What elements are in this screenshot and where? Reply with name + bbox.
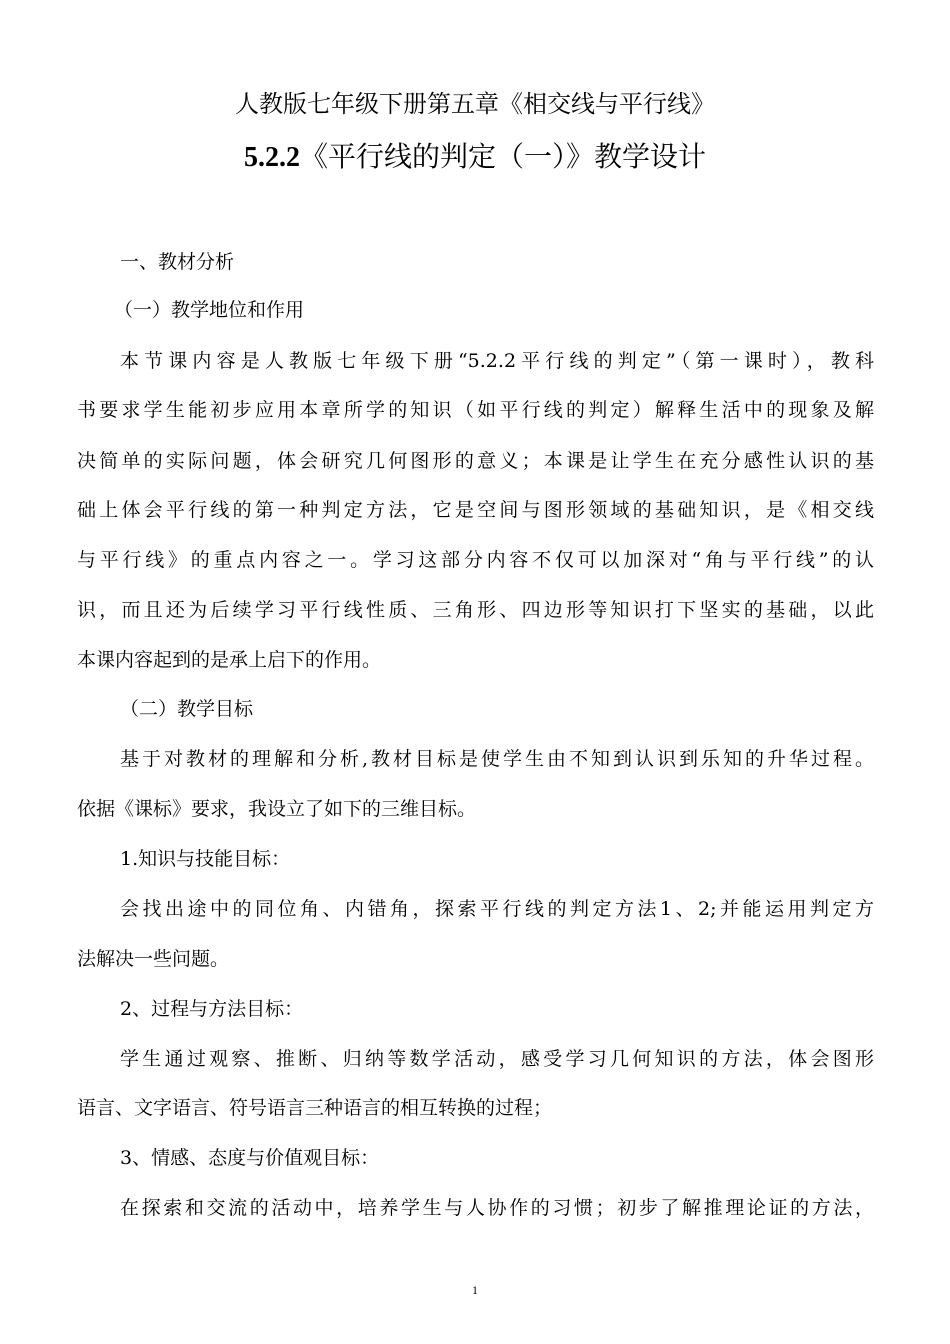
paragraph-line: 本课内容起到的是承上启下的作用。 <box>77 649 382 671</box>
paragraph-line: 会找出途中的同位角、内错角，探索平行线的判定方法1、2;并能运用判定方 <box>120 898 874 920</box>
document-title-text: 《平行线的判定（一）》教学设计 <box>299 140 706 173</box>
document-title <box>0 137 950 178</box>
subsection-heading: （一）教学地位和作用 <box>114 299 305 321</box>
paragraph-line: 识，而且还为后续学习平行线性质、三角形、四边形等知识打下坚实的基础，以此 <box>77 599 874 621</box>
goal-heading: 1.知识与技能目标： <box>120 848 291 870</box>
paragraph-line: 在探索和交流的活动中，培养学生与人协作的习惯；初步了解推理论证的方法， <box>120 1197 874 1219</box>
paragraph-line: 决简单的实际问题，体会研究几何图形的意义；本课是让学生在充分感性认识的基 <box>77 450 874 472</box>
goal-heading: 3、情感、态度与价值观目标： <box>120 1147 380 1169</box>
document-subtitle: 人教版七年级下册第五章《相交线与平行线》 <box>235 90 715 118</box>
paragraph-line: 学生通过观察、推断、归纳等数学活动，感受学习几何知识的方法，体会图形 <box>120 1048 874 1070</box>
paragraph-line: 法解决一些问题。 <box>77 948 230 970</box>
paragraph-line: 基于对教材的理解和分析,教材目标是使学生由不知到认识到乐知的升华过程。 <box>120 748 874 770</box>
paragraph-line: 语言、文字语言、符号语言三种语言的相互转换的过程； <box>77 1097 553 1119</box>
page-number: 1 <box>472 1283 478 1297</box>
paragraph-line: 书要求学生能初步应用本章所学的知识（如平行线的判定）解释生活中的现象及解 <box>77 399 874 421</box>
paragraph-line: 依据《课标》要求，我设立了如下的三维目标。 <box>77 798 477 820</box>
subsection-heading: （二）教学目标 <box>120 698 254 720</box>
paragraph-line: 与平行线》的重点内容之一。学习这部分内容不仅可以加深对“角与平行线”的认 <box>77 549 874 571</box>
paragraph-line: 本节课内容是人教版七年级下册“5.2.2平行线的判定”（第一课时），教科 <box>120 350 874 372</box>
paragraph-line: 础上体会平行线的第一种判定方法，它是空间与图形领域的基础知识，是《相交线 <box>77 499 874 521</box>
section-heading: 一、教材分析 <box>120 251 235 273</box>
document-title-number: 5.2.2 <box>243 142 300 173</box>
goal-heading: 2、过程与方法目标： <box>120 998 304 1020</box>
